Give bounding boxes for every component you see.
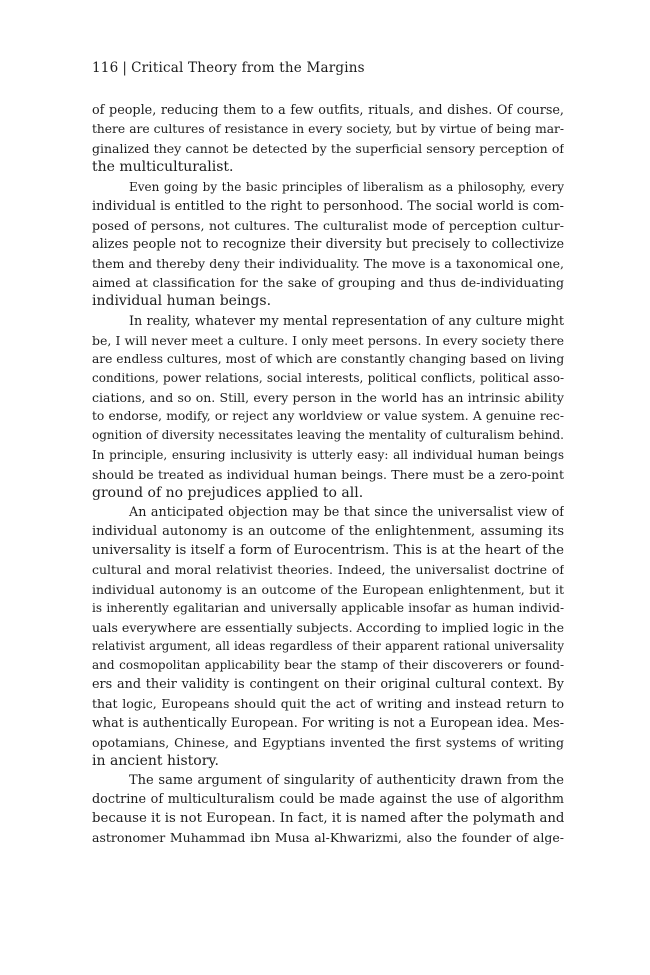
text-line: that logic, Europeans should quit the act of writing and instead return to	[92, 696, 564, 712]
text-line: should be treated as individual human beings. There must be a zero-point	[92, 466, 564, 482]
text-line: the multiculturalist.	[92, 159, 234, 176]
text-line: of people, reducing them to a few outfits, rituals, and dishes. Of course,	[92, 103, 564, 118]
text-line: ciations, and so on. Still, every person in the world has an intrinsic ability	[92, 390, 564, 406]
text-line: individual is entitled to the right to personhood. The social world is com-	[92, 198, 564, 214]
paragraph-first-line: The same argument of singularity of authenticity drawn from the	[129, 772, 564, 788]
text-line: conditions, power relations, social interests, political conflicts, political asso-	[92, 370, 564, 385]
text-line: ers and their validity is contingent on their original cultural context. By	[92, 677, 564, 693]
paragraph-first-line: Even going by the basic principles of liberalism as a philosophy, every	[129, 179, 564, 194]
text-line: ognition of diversity necessitates leaving the mentality of culturalism behind.	[92, 428, 564, 443]
text-line: In principle, ensuring inclusivity is utterly easy: all individual human beings	[92, 447, 564, 462]
running-header	[92, 60, 365, 76]
text-line: cultural and moral relativist theories. Indeed, the universalist doctrine of	[92, 562, 564, 578]
text-line: is inherently egalitarian and universally applicable insofar as human individ-	[92, 600, 564, 615]
text-line: aimed at classification for the sake of grouping and thus de-individuating	[92, 275, 564, 291]
text-line: be, I will never meet a culture. I only meet persons. In every society there	[92, 332, 564, 348]
text-line: individual human beings.	[92, 293, 272, 310]
text-line: ginalized they cannot be detected by the superficial sensory perception of	[92, 141, 564, 157]
text-line: relativist argument, all ideas regardless of their apparent rational universality	[92, 638, 564, 653]
text-line: individual autonomy is an outcome of the enlightenment, assuming its	[92, 524, 564, 540]
text-line: posed of persons, not cultures. The culturalist mode of perception cultur-	[92, 217, 564, 233]
paragraph-first-line: In reality, whatever my mental representation of any culture might	[129, 313, 564, 329]
text-line: because it is not European. In fact, it is named after the polymath and	[92, 811, 564, 827]
book-title: Critical Theory from the Margins	[131, 60, 365, 76]
text-line: alizes people not to recognize their diversity but precisely to collectivize	[92, 236, 564, 252]
text-line: universality is itself a form of Eurocentrism. This is at the heart of the	[92, 543, 564, 559]
text-line: are endless cultures, most of which are constantly changing based on living	[92, 351, 564, 366]
page-number: 116	[92, 60, 119, 76]
text-line: to endorse, modify, or reject any worldview or value system. A genuine rec-	[92, 409, 564, 424]
book-page	[92, 0, 564, 975]
text-line: astronomer Muhammad ibn Musa al-Khwarizmi, also the founder of alge-	[92, 830, 564, 846]
text-line: doctrine of multiculturalism could be made against the use of algorithm	[92, 792, 564, 808]
text-line: ground of no prejudices applied to all.	[92, 484, 364, 501]
text-line: individual autonomy is an outcome of the European enlightenment, but it	[92, 581, 564, 597]
header-separator: |	[122, 60, 128, 76]
text-line: and cosmopolitan applicability bear the stamp of their discoverers or found-	[92, 658, 564, 673]
paragraph-first-line: An anticipated objection may be that since the universalist view of	[129, 504, 564, 520]
body-text	[92, 101, 564, 847]
text-line: uals everywhere are essentially subjects. According to implied logic in the	[92, 619, 564, 635]
text-line: opotamians, Chinese, and Egyptians invented the first systems of writing	[92, 734, 564, 750]
text-line: there are cultures of resistance in every society, but by virtue of being mar-	[92, 122, 564, 137]
text-line: in ancient history.	[92, 752, 219, 769]
text-line: them and thereby deny their individuality. The move is a taxonomical one,	[92, 256, 564, 272]
text-line: what is authentically European. For writing is not a European idea. Mes-	[92, 715, 564, 731]
